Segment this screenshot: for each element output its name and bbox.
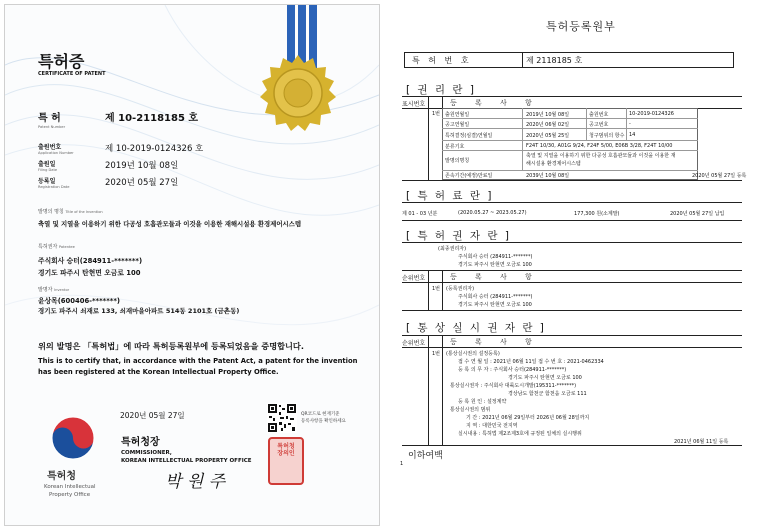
owner-row-1: (등록권리자) [446,286,475,292]
patentee-label: 특허권자 Patentee [38,244,75,250]
invention-label: 발명의 명칭 Title of the Invention [38,209,103,215]
fee-paid-date: 2020년 05월 27일 납입 [670,211,725,217]
divider [428,270,429,310]
certificate-title: 특허증 [38,52,85,71]
official-stamp-text: 특허청장의인 [277,443,295,457]
owner-section-title: [ 특 허 권 자 란 ] [406,230,511,242]
rule [402,335,742,336]
certificate-title-en: CERTIFICATE OF PATENT [38,71,106,77]
license-line: 접 수 연 월 일 : 2021년 06월 11일 접 수 번 호 : 2021-0462334 [458,359,604,365]
license-row-no: 1번 [432,351,441,357]
rule [402,220,742,221]
rule [402,202,742,203]
qr-note-2: 등록사항을 확인하세요 [301,419,346,424]
patentee-name: 주식회사 승터(284911-*******) [38,257,143,265]
divider [522,52,523,68]
rights-key: 특허결정(심결)연월일 [445,133,493,139]
commissioner-en-2: KOREAN INTELLECTUAL PROPERTY OFFICE [121,458,252,464]
gold-seal-icon [258,53,338,133]
name-value-1: 축열 및 지열을 이용하기 위한 다공성 호흡관모듈과 이것을 이용한 재 [526,153,676,159]
fee-amount: 177,300 원(소계말) [574,211,620,217]
divider [442,335,443,445]
qr-code-icon [267,403,297,433]
rights-value: 2020년 05월 25일 [526,133,570,139]
rule [402,310,742,311]
inventor-name: 윤상목(600406-*******) [38,297,120,305]
patent-number-label: 특 허 [38,113,61,124]
application-number-label: 출원번호 [38,144,62,151]
rights-key: 공고연월일 [445,122,470,128]
office-name-en-2: Property Office [49,492,91,498]
license-line: 통상실시권의 범위 [450,407,491,413]
register-patent-no-label: 특 허 번 호 [412,56,472,65]
license-line: 경상남도 함천군 함천읍 오금로 111 [508,391,587,397]
license-line: 지 역 : 대한민국 전지역 [466,423,518,429]
rule [402,445,742,446]
rights-key: 출원연월일 [445,112,470,118]
license-line: 통상실시권자 : 주식회사 대륙도시개발(195311-*******) [450,383,577,389]
license-line: 경기도 파주시 탄현면 오금로 100 [508,375,582,381]
application-number-label-en: Application Number [38,151,74,155]
register-patent-no-value: 제 2118185 호 [526,56,583,65]
license-line: 등 록 원 인 : 설정계약 [458,399,507,405]
commissioner-signature: 박 원 주 [165,472,226,492]
certification-statement-en-1: This is to certify that, in accordance with the Patent Act, a patent for the invention [38,357,358,365]
filing-date: 2019년 10월 08일 [105,161,179,171]
register-title: 특허등록원부 [546,20,616,33]
term-label: 존속기간(예정)만료일 [445,173,493,179]
patent-certificate [4,4,380,526]
rights-key: 공고번호 [589,122,609,128]
patentee-address: 경기도 파주시 탄현면 오금로 100 [38,269,141,277]
fee-years: 제 01 - 03 년분 [402,211,438,217]
divider [626,108,627,140]
rule [442,140,698,141]
col-display-no: 표시번호 [402,101,426,108]
name-label: 발명의명칭 [445,158,470,164]
license-line: 등 록 의 무 자 : 주식회사 승터(284911-*******) [458,367,567,373]
license-line: 기 간 : 2021년 06월 29일부터 2026년 06월 28일까지 [466,415,590,421]
application-number: 제 10-2019-0124326 호 [105,144,204,154]
rights-registration-date: 2020년 05월 27일 등록 [692,173,747,179]
filing-date-label: 출원일 [38,161,56,168]
registration-date-label: 등록일 [38,178,56,185]
page-marker: 1 [400,461,404,467]
license-line: (통상실시권의 설정등록) [446,351,500,357]
col-items: 등 록 사 항 [450,273,540,281]
rights-value: 10-2019-0124326 [629,111,674,117]
patent-number-label-en: Patent Number [38,125,66,129]
divider [586,108,587,140]
rights-value: 2020년 06월 02일 [526,122,570,128]
col-items: 등 록 사 항 [450,99,540,107]
divider [428,335,429,445]
qr-note-1: QR코드로 현재기준 [301,412,340,417]
col-rank-no: 순위번호 [402,275,426,282]
license-line: 실시내용 : 특허법 제2조제3호에 규정된 일체의 실시행위 [458,431,582,437]
inventor-label: 발명자 Inventor [38,287,70,293]
rights-value: 2019년 10월 08일 [526,112,570,118]
rule [442,118,698,119]
rights-section-title: [ 권 리 란 ] [406,84,476,96]
issue-date: 2020년 05월 27일 [120,411,185,420]
patent-register [398,4,754,524]
rule [442,150,698,151]
rule [402,347,742,348]
registration-date: 2020년 05월 27일 [105,178,179,188]
office-name-ko: 특허청 [47,471,76,482]
certification-statement-en-2: has been registered at the Korean Intellectual Property Office. [38,368,279,376]
end-of-record: 이하여백 [408,451,443,461]
rule [402,282,742,283]
owner-row-no: 1번 [432,286,441,292]
class-label: 분류기호 [445,144,465,150]
invention-title: 축열 및 지열을 이용하기 위한 다공성 호흡관모듈과 이것을 이용한 재해시설용 환경제어시스템 [38,220,302,228]
license-section-title: [ 통 상 실 시 권 자 란 ] [406,322,546,334]
rights-row-no: 1번 [432,111,441,117]
divider [442,270,443,310]
office-name-en-1: Korean Intellectual [44,484,96,490]
term-value: 2039년 10월 08일 [526,173,570,179]
owner-row-2: 주식회사 승터 (284911-*******) [458,294,533,300]
commissioner-en-1: COMMISSIONER, [121,450,172,456]
registration-date-label-en: Registration Date [38,185,70,189]
kipo-logo-icon [50,415,96,461]
filing-date-label-en: Filing Date [38,168,58,172]
patent-number: 제 10-2118185 호 [105,113,199,124]
rights-key: 청구범위의 항수 [589,133,625,139]
certification-statement-ko: 위의 발명은 「특허법」에 따라 특허등록원부에 등록되었음을 증명합니다. [38,341,304,351]
owner-row-3: 경기도 파주시 탄현면 오금로 100 [458,302,532,308]
col-rank-no: 순위번호 [402,340,426,347]
rights-key: 출원번호 [589,112,609,118]
rule [402,270,742,271]
owner-head-2: 주식회사 승터 (284911-*******) [458,254,533,260]
rule [402,96,742,97]
official-stamp [268,437,304,485]
rule [442,128,698,129]
owner-head-3: 경기도 파주시 탄현면 오금로 100 [458,262,532,268]
fee-period: (2020.05.27 ~ 2023.05.27) [458,210,527,216]
name-value-2: 해시설용 환경제어시스템 [526,161,581,167]
owner-head-1: (최종권리자) [438,246,467,252]
rule [402,180,742,181]
col-items: 등 록 사 항 [450,338,540,346]
rule [442,170,698,171]
rights-value: - [629,121,631,127]
fee-section-title: [ 특 허 료 란 ] [406,190,494,202]
inventor-address: 경기도 파주시 쇠재로 133, 쇠재마을아파트 514동 2101호 (금촌동) [38,307,240,315]
rule [402,242,742,243]
class-value: F24T 10/30, A01G 9/24, F24F 5/00, E06B 3/28, F24T 10/00 [526,143,673,149]
rights-value: 14 [629,132,636,138]
license-registration-date: 2021년 06월 11일 등록 [674,439,729,445]
commissioner-title: 특허청장 [121,437,160,448]
